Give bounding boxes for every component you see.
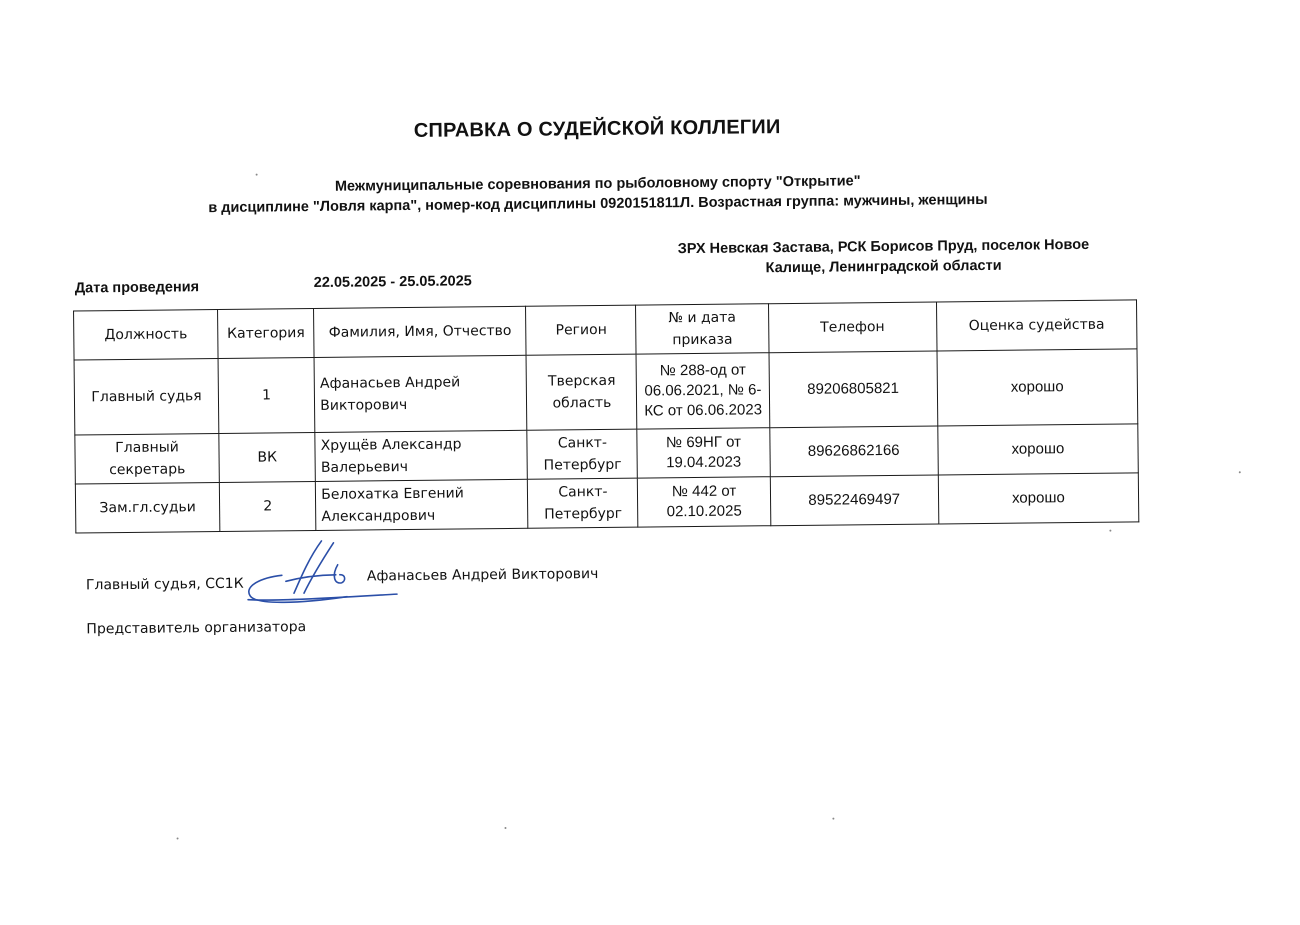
table-row [75,473,1138,533]
cell-category: 1 [218,357,315,433]
header-category: Категория [218,308,315,358]
header-order-line-2: приказа [672,331,733,349]
cell-order-line-1: № 69НГ от [665,433,742,452]
cell-phone: 89626862166 [769,426,938,477]
scan-speck [832,818,834,820]
venue [648,235,1118,280]
cell-order-line-1: № 442 от [671,482,737,501]
cell-order [637,353,770,429]
cell-grade: хорошо [938,424,1139,475]
cell-phone: 89522469497 [770,475,939,526]
cell-name-line-2: Александрович [321,507,436,525]
competition-name: Межмуниципальные соревнования по рыболовному спорту "Открытие" [334,173,861,195]
cell-order-line-2: 06.06.2021, № 6- [644,381,762,400]
scan-speck [177,837,179,839]
scan-speck [256,174,258,176]
scan-speck [504,827,506,829]
cell-region-line-1: Санкт- [558,483,608,501]
cell-grade: хорошо [938,473,1139,524]
cell-order-line-2: 02.10.2025 [666,502,742,521]
date-label: Дата проведения [74,279,200,297]
cell-order [637,428,770,478]
cell-order-line-2: 19.04.2023 [666,453,742,472]
cell-position-line-2: секретарь [109,461,186,479]
cell-position-line-1: Зам.гл.судьи [99,499,196,517]
cell-name-line-2: Валерьевич [320,459,409,476]
cell-region-line-1: Тверская [547,372,616,390]
header-grade: Оценка судейства [936,300,1137,351]
cell-position [74,358,219,435]
table-row [74,349,1138,435]
header-order [636,304,769,354]
cell-position [75,482,220,533]
cell-name [316,479,529,530]
venue-line-1: ЗРХ Невская Застава, РСК Борисов Пруд, поселок Новое [677,236,1090,258]
date-value: 22.05.2025 - 25.05.2025 [313,273,472,291]
cell-region-line-2: Петербург [543,456,622,474]
cell-category: 2 [219,481,316,531]
cell-region-line-2: Петербург [544,505,623,523]
cell-name-line-1: Афанасьев Андрей [319,374,461,392]
venue-line-2: Калище, Ленинградской области [765,257,1002,277]
judges-table [73,299,1139,533]
cell-name-line-1: Хрущёв Александр [320,436,462,454]
scan-speck [1239,471,1241,473]
cell-order [638,477,771,527]
cell-position [75,433,220,484]
cell-region [526,354,637,430]
cell-category: ВК [219,432,316,482]
organizer-representative-label: Представитель организатора [86,619,307,638]
cell-phone: 89206805821 [769,351,938,428]
document-title: СПРАВКА О СУДЕЙСКОЙ КОЛЛЕГИИ [413,116,781,142]
header-region: Регион [526,305,637,355]
cell-region [528,478,639,528]
cell-region-line-2: область [552,394,612,412]
cell-name-line-1: Белохатка Евгений [321,485,464,503]
cell-position-line-1: Главный [115,439,179,457]
cell-position-line-1: Главный судья [91,388,202,406]
chief-judge-label: Главный судья, СС1К [85,575,244,594]
header-name: Фамилия, Имя, Отчество [314,306,527,357]
cell-order-line-1: № 288-од от [659,361,746,380]
header-phone: Телефон [768,302,937,353]
cell-name-line-2: Викторович [320,397,408,414]
header-order-line-1: № и дата [668,309,737,327]
cell-order-line-3: КС от 06.06.2023 [644,401,763,420]
chief-judge-name: Афанасьев Андрей Викторович [366,566,599,585]
cell-name [314,355,527,432]
header-position: Должность [74,309,219,360]
competition-discipline: в дисциплине "Ловля карпа", номер-код дисциплины 0920151811Л. Возрастная группа: мужчины, женщины [208,191,988,217]
cell-name [315,430,528,481]
cell-grade: хорошо [937,349,1138,426]
scan-speck [1109,530,1111,532]
cell-region [527,429,638,479]
cell-region-line-1: Санкт- [557,434,608,452]
